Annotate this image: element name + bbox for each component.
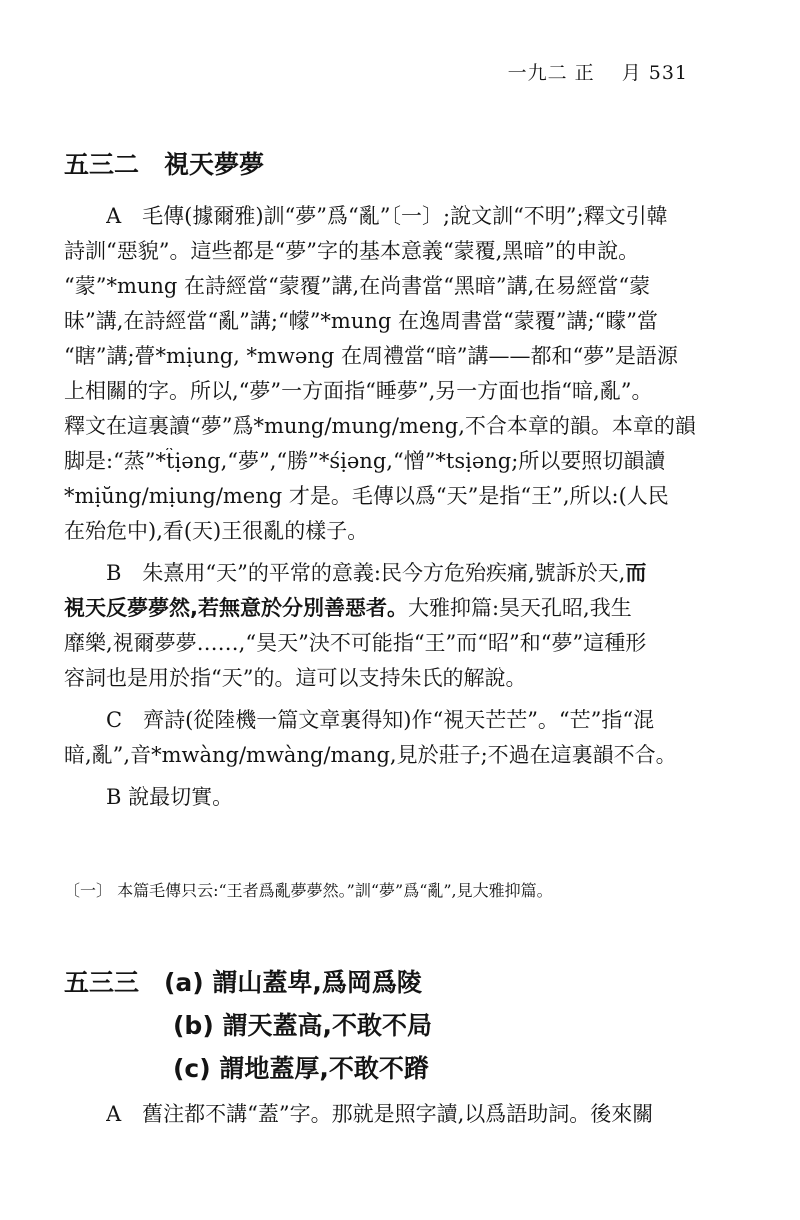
para-b-line xyxy=(64,595,700,621)
para-b-line xyxy=(106,560,700,586)
para-a-line: 釋文在這裏讀“夢”爲*mung/mung/meng,不合本章的韻。本章的韻 xyxy=(64,414,696,438)
para-b-line: 靡樂,視爾夢夢……,“昊天”決不可能指“王”而“昭”和“夢”這種形 xyxy=(64,631,647,655)
para-a-line: 詩訓“惡貌”。這些都是“夢”字的基本意義“蒙覆,黑暗”的申說。 xyxy=(64,239,640,263)
para-a-line: “蒙”*mung 在詩經當“蒙覆”講,在尚書當“黑暗”講,在易經當“蒙 xyxy=(64,274,651,298)
para-b-text: 大雅抑篇:昊天孔昭,我生 xyxy=(407,596,632,620)
para-c-line: 暗,亂”,音*mwàng/mwàng/mang,見於莊子;不過在這裏韻不合。 xyxy=(64,743,677,767)
conclusion-line: B 說最切實。 xyxy=(106,785,234,809)
para-a-line: A 毛傳(據爾雅)訓“夢”爲“亂”〔一〕;說文訓“不明”;釋文引韓 xyxy=(106,204,668,228)
section-533-subheading-c: (c) 謂地蓋厚,不敢不蹐 xyxy=(173,1054,429,1083)
running-head: 一九二 正 月 531 xyxy=(507,62,688,84)
para-a-line: *mịŭng/mịung/meng 才是。毛傳以爲“天”是指“王”,所以:(人民 xyxy=(64,484,669,508)
para-a-line: 脚是:“蒸”*t̂ịəng,“夢”,“勝”*śịəng,“憎”*tsịəng;所以要照切韻讀 xyxy=(64,449,666,473)
para-a-line: “瞎”講;瞢*mịung, *mwəng 在周禮當“暗”講——都和“夢”是語源 xyxy=(64,344,678,368)
section-533-first-line: A 舊注都不講“蓋”字。那就是照字讀,以爲語助詞。後來關 xyxy=(106,1102,654,1126)
para-a-line: 在殆危中),看(天)王很亂的樣子。 xyxy=(64,519,369,543)
para-b-text: B 朱熹用“天”的平常的意義:民今方危殆疾痛,號訴於天, xyxy=(106,561,626,585)
para-b-emphasis: 而 xyxy=(625,561,647,585)
section-532-heading: 五三二 視天夢夢 xyxy=(64,150,265,179)
footnote: 〔一〕 本篇毛傳只云:“王者爲亂夢夢然。”訓“夢”爲“亂”,見大雅抑篇。 xyxy=(64,881,553,900)
section-533-heading: 五三三 (a) 謂山蓋卑,爲岡爲陵 xyxy=(64,968,422,997)
section-533-subheading-b: (b) 謂天蓋高,不敢不局 xyxy=(173,1011,432,1040)
para-c-line: C 齊詩(從陸機一篇文章裏得知)作“視天芒芒”。“芒”指“混 xyxy=(106,708,655,732)
para-b-emphasis: 視天反夢夢然,若無意於分別善惡者。 xyxy=(64,596,408,620)
para-a-line: 昧”講,在詩經當“亂”講;“幪”*mung 在逸周書當“蒙覆”講;“矇”當 xyxy=(64,309,659,333)
para-b-line: 容詞也是用於指“天”的。這可以支持朱氏的解說。 xyxy=(64,666,527,690)
para-a-line: 上相關的字。所以,“夢”一方面指“睡夢”,另一方面也指“暗,亂”。 xyxy=(64,379,653,403)
